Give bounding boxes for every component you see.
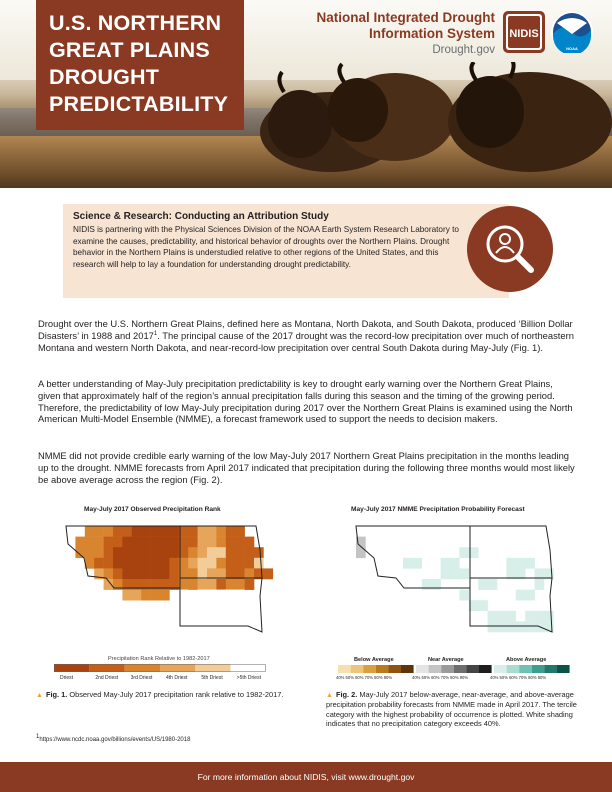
fig1-rank-cell <box>216 611 226 622</box>
fig2-probability-cell <box>506 558 516 569</box>
fig2-caption-text: May-July 2017 below-average, near-average, and above-average precipitation probability forecasts from NMME made in April 2017. The tercile category with the highest probability of occurrence is plotted. White shading indicates that no precipitation category exceeds 40%. <box>326 690 577 729</box>
fig1-legend-swatch <box>54 664 89 672</box>
fig1-rank-cell <box>226 590 236 601</box>
fig1-rank-cell <box>132 558 142 569</box>
fig2-legend-near-swatch <box>441 665 454 673</box>
fig2-probability-cell <box>525 590 535 601</box>
fig1-rank-cell <box>85 526 95 537</box>
fig2-caption-label: Fig. 2. <box>335 690 358 699</box>
fig1-rank-cell <box>245 600 255 611</box>
fig1-rank-cell <box>122 526 132 537</box>
org-block <box>300 10 495 58</box>
fig1-rank-cell <box>122 590 132 601</box>
fig2-probability-cell <box>478 579 488 590</box>
fig1-rank-cell <box>75 537 85 548</box>
fig1-rank-cell <box>207 537 217 548</box>
fig1-rank-cell <box>94 558 104 569</box>
fig1-rank-cell <box>160 526 170 537</box>
fig2-probability-cell <box>516 558 526 569</box>
fig1-rank-cell <box>245 579 255 590</box>
science-callout <box>63 204 509 298</box>
fig1-legend-label: >5th Driest <box>236 675 261 681</box>
fig2-probability-cell <box>516 590 526 601</box>
fig1-caption <box>36 690 294 700</box>
fig1-rank-cell <box>169 558 179 569</box>
fig1-rank-cell <box>226 526 236 537</box>
fig1-rank-cell <box>245 611 255 622</box>
fig2-legend-above-swatch <box>544 665 557 673</box>
fig2-caption <box>326 690 586 729</box>
fig1-rank-cell <box>94 537 104 548</box>
fig1-legend-label: Driest <box>60 675 74 681</box>
fig1-rank-cell <box>235 526 245 537</box>
fig1-rank-cell <box>113 558 123 569</box>
fig2-probability-cells <box>356 537 554 633</box>
fig1-rank-cell <box>226 547 236 558</box>
fig1-legend-bar <box>54 664 266 672</box>
fig1-rank-cell <box>226 558 236 569</box>
science-heading: Science & Research: Conducting an Attribution Study <box>73 211 329 222</box>
fig1-rank-cell <box>235 537 245 548</box>
fig1-rank-cell <box>160 547 170 558</box>
fig2-near-label: Near Average <box>428 657 464 663</box>
fig1-rank-cell <box>141 568 151 579</box>
fig2-probability-cell <box>497 621 507 632</box>
fig2-probability-cell <box>403 558 413 569</box>
title-box <box>36 0 244 130</box>
fig1-legend-label: 2nd Driest <box>95 675 119 681</box>
fig2-legend-above-swatch <box>557 665 570 673</box>
fig2-probability-cell <box>525 621 535 632</box>
fig1-rank-cell <box>207 621 217 632</box>
fig1-rank-cell <box>207 611 217 622</box>
fig2-legend-below-swatch <box>376 665 389 673</box>
fig1-rank-cell <box>226 611 236 622</box>
fig1-rank-cell <box>226 579 236 590</box>
fig1-rank-cell <box>141 547 151 558</box>
org-name-line1: National Integrated Drought <box>316 10 495 25</box>
fig2-above-ticks: 40% 50% 60% 70% 80% 90% <box>490 675 547 680</box>
fig2-probability-cell <box>441 558 451 569</box>
fig1-rank-cell <box>198 590 208 601</box>
fig1-rank-cell <box>151 558 161 569</box>
fig1-rank-cell <box>160 558 170 569</box>
fig1-rank-cell <box>198 547 208 558</box>
fig1-rank-cell <box>132 590 142 601</box>
fig1-title: May-July 2017 Observed Precipitation Rank <box>84 506 221 513</box>
fig1-rank-cell <box>263 568 273 579</box>
fig1-rank-cell <box>132 547 142 558</box>
fig2-probability-cell <box>525 611 535 622</box>
fig2-title: May-July 2017 NMME Precipitation Probability Forecast <box>351 506 525 513</box>
caption-triangle-icon: ▲ <box>36 692 43 699</box>
fig2-legend-above-swatch <box>532 665 545 673</box>
fig1-rank-cell <box>141 526 151 537</box>
fig2-probability-cell <box>441 568 451 579</box>
fig1-rank-cell <box>132 568 142 579</box>
fig2-legend-below-swatch <box>401 665 414 673</box>
body-paragraph-3: NMME did not provide credible early warning of the low May-July 2017 Northern Great Plains precipitation in the months leading up to the drought. NMME forecasts from April 2017 indicated that precipitation during the following three months would most likely be above average across the region (Fig. 2). <box>38 450 575 485</box>
fig1-rank-cell <box>254 600 264 611</box>
fig2-legend-near-swatch <box>429 665 442 673</box>
fig1-legend-title: Precipitation Rank Relative to 1982-2017 <box>108 656 210 662</box>
fig2-legend-near-swatch <box>416 665 429 673</box>
fig1-rank-cell <box>207 600 217 611</box>
fig1-rank-cell <box>113 537 123 548</box>
science-icon-badge <box>467 206 553 292</box>
fig2-probability-cell <box>516 621 526 632</box>
fig1-rank-cell <box>188 526 198 537</box>
fig1-rank-cell <box>245 537 255 548</box>
fig1-rank-cell <box>207 579 217 590</box>
caption-triangle-icon: ▲ <box>326 692 333 699</box>
fig1-rank-cell <box>122 558 132 569</box>
fig2-legend-above-swatch <box>494 665 507 673</box>
fig2-probability-cell <box>488 579 498 590</box>
fig1-rank-cell <box>188 579 198 590</box>
footnote-link[interactable]: https://www.ncdc.noaa.gov/billions/events/US/1980-2018 <box>39 737 191 743</box>
footer-text[interactable]: For more information about NIDIS, visit www.drought.gov <box>197 772 415 782</box>
fig1-rank-cell <box>235 590 245 601</box>
fig1-legend-label: 3rd Driest <box>130 675 153 681</box>
fig1-rank-cell <box>160 537 170 548</box>
fig1-rank-cell <box>141 558 151 569</box>
fig2-probability-cell <box>459 590 469 601</box>
fig2-probability-cell <box>459 547 469 558</box>
fig1-rank-cell <box>254 611 264 622</box>
fig1-rank-cell <box>188 600 198 611</box>
fig2-legend-above-swatch <box>507 665 520 673</box>
fig1-rank-cell <box>198 579 208 590</box>
fig1-rank-cell <box>188 558 198 569</box>
fig1-legend-swatch <box>195 664 230 672</box>
fig1-rank-cell <box>216 579 226 590</box>
fig2-probability-cell <box>450 558 460 569</box>
fig1-rank-cell <box>235 600 245 611</box>
fig2-probability-cell <box>506 621 516 632</box>
fig1-rank-cell <box>94 547 104 558</box>
fig1-rank-cell <box>216 590 226 601</box>
fig1-rank-cell <box>104 537 114 548</box>
fig2-below-label: Below Average <box>354 657 394 663</box>
fig1-rank-cell <box>198 558 208 569</box>
fig1-rank-cell <box>151 547 161 558</box>
fig1-rank-cell <box>85 547 95 558</box>
fig1-rank-cell <box>245 558 255 569</box>
fig1-rank-cell <box>169 526 179 537</box>
fig1-rank-cell <box>113 547 123 558</box>
fig1-rank-cell <box>104 558 114 569</box>
fig1-rank-cell <box>216 547 226 558</box>
fig2-probability-cell <box>478 600 488 611</box>
fig2-probability-cell <box>412 558 422 569</box>
fig1-rank-cell <box>104 526 114 537</box>
fig2-legend-below-swatch <box>338 665 351 673</box>
fig1-rank-cell <box>245 547 255 558</box>
fig1-rank-cell <box>226 600 236 611</box>
fig1-rank-cell <box>169 537 179 548</box>
fig1-rank-cell <box>151 568 161 579</box>
fig1-rank-cell <box>263 621 273 632</box>
fig1-rank-cell <box>207 590 217 601</box>
fig1-rank-cell <box>160 590 170 601</box>
fig2-probability-cell <box>506 611 516 622</box>
footer-bar <box>0 762 612 792</box>
fig1-rank-cell <box>235 558 245 569</box>
fig1-rank-cell <box>207 547 217 558</box>
fig1-rank-cell <box>188 537 198 548</box>
fig1-legend-label: 5th Driest <box>201 675 223 681</box>
body-paragraph-1 <box>38 318 576 353</box>
fig1-rank-cell <box>235 579 245 590</box>
fig2-probability-cell <box>488 611 498 622</box>
fig1-rank-cell <box>235 547 245 558</box>
fig1-rank-cell <box>141 590 151 601</box>
fig1-rank-cell <box>216 621 226 632</box>
fig1-rank-cell <box>188 547 198 558</box>
fig2-probability-cell <box>497 611 507 622</box>
fig2-legend-near-swatch <box>479 665 492 673</box>
fig2-probability-cell <box>544 611 554 622</box>
fig2-legend-below-swatch <box>388 665 401 673</box>
fig2-legend-near-swatch <box>466 665 479 673</box>
fig2-probability-cell <box>450 568 460 579</box>
fig1-rank-cell <box>216 558 226 569</box>
fig2-map <box>338 516 574 648</box>
fig1-rank-cell <box>75 547 85 558</box>
fig1-rank-cell <box>254 547 264 558</box>
body-p1-tail: . The principal cause of the 2017 drought was the record-low precipitation over much of northeastern Montana and western North Dakota, and near-record-low precipitation over central South Dakota during May-July (Fig. 1). <box>38 329 574 353</box>
org-name-line2: Information System <box>368 26 495 41</box>
fig1-legend-swatch <box>125 664 160 672</box>
fig1-rank-cell <box>198 621 208 632</box>
fig1-rank-cell <box>207 526 217 537</box>
fig2-legend-below-swatch <box>363 665 376 673</box>
nidis-logo-text: NIDIS <box>509 28 539 40</box>
bison-illustration <box>240 62 612 188</box>
fig1-caption-text: Observed May-July 2017 precipitation rank relative to 1982-2017. <box>69 690 284 699</box>
fig1-rank-cell <box>235 621 245 632</box>
fig1-rank-cell <box>169 568 179 579</box>
fig1-rank-cell <box>226 621 236 632</box>
org-url[interactable]: Drought.gov <box>432 44 495 56</box>
noaa-logo-text: NOAA <box>566 46 578 51</box>
fig2-probability-cell <box>459 568 469 579</box>
fig1-caption-label: Fig. 1. <box>45 690 68 699</box>
fig2-above-label: Above Average <box>506 657 547 663</box>
fig1-rank-cell <box>254 558 264 569</box>
fig1-rank-cell <box>198 611 208 622</box>
fig2-near-ticks: 40% 50% 60% 70% 80% 90% <box>412 675 469 680</box>
fig2-probability-cell <box>535 611 545 622</box>
fig1-rank-cell <box>216 526 226 537</box>
page-title: U.S. NORTHERN GREAT PLAINS DROUGHT PREDICTABILITY <box>49 11 229 116</box>
fig2-legend-bars <box>338 665 578 673</box>
nidis-logo <box>503 11 545 53</box>
body-paragraph-2: A better understanding of May-July precipitation predictability is key to drought early warning over the Northern Great Plains, given that approximately half of the region’s annual precipitation falls during this season and the timing of the growing period. Therefore, the predictability of low May-July precipitation during 2017 over the Northern Great Plains is examined using the North American Multi-Model Ensemble (NMME), a forecast framework used to support the needs to decision makers. <box>38 378 573 425</box>
fig1-rank-cell <box>113 526 123 537</box>
fig1-rank-cell <box>151 537 161 548</box>
fig2-probability-cell <box>535 579 545 590</box>
fig1-legend-swatch <box>160 664 195 672</box>
fig1-rank-cell <box>216 537 226 548</box>
magnifier-person-icon <box>467 206 553 292</box>
fig1-rank-cell <box>198 537 208 548</box>
fig2-legend-above-swatch <box>519 665 532 673</box>
fig1-rank-cell <box>207 558 217 569</box>
footnote-ref: 1 <box>153 330 158 337</box>
fig1-legend-label: 4th Driest <box>166 675 188 681</box>
fig1-rank-cell <box>226 537 236 548</box>
fig1-rank-cell <box>151 590 161 601</box>
fig1-rank-cell <box>113 568 123 579</box>
fig1-legend-swatch <box>231 664 266 672</box>
fig1-rank-cell <box>198 526 208 537</box>
footnote-marker: 1 <box>36 734 40 740</box>
fig1-rank-cell <box>122 568 132 579</box>
fig1-legend-swatch <box>89 664 124 672</box>
fig1-rank-cell <box>94 526 104 537</box>
fig2-legend-below-swatch <box>351 665 364 673</box>
fig1-map <box>44 516 280 648</box>
fig1-rank-cell <box>132 526 142 537</box>
fig1-rank-cell <box>85 537 95 548</box>
fig1-rank-cell <box>104 547 114 558</box>
fig1-rank-cell <box>122 537 132 548</box>
fig1-rank-cell <box>122 547 132 558</box>
fig1-rank-cell <box>151 526 161 537</box>
fig2-legend-near-swatch <box>454 665 467 673</box>
fig2-below-ticks: 40% 50% 60% 70% 80% 90% <box>336 675 393 680</box>
noaa-logo <box>551 11 593 53</box>
footnote <box>36 734 191 743</box>
fig1-rank-cell <box>160 568 170 579</box>
fig1-rank-cells <box>75 526 273 632</box>
fig1-rank-cell <box>188 611 198 622</box>
fig1-rank-cell <box>132 537 142 548</box>
fig1-rank-cell <box>188 621 198 632</box>
science-text: NIDIS is partnering with the Physical Sciences Division of the NOAA Earth System Research Laboratory to examine the causes, predictability, and historical behavior of droughts over the Northern Plains. Drought behavior in the Northern Plains is understudied relative to other regions of the United States, and this research will help to lay a foundation for understanding drought predictability. <box>73 225 459 269</box>
fig2-probability-cell <box>488 621 498 632</box>
fig1-rank-cell <box>169 547 179 558</box>
fig2-probability-cell <box>525 558 535 569</box>
body-p1-text: Drought over the U.S. Northern Great Plains, defined here as Montana, North Dakota, and South Dakota, produced ‘Billion Dollar Disasters’ in 1988 and 2017 <box>38 318 573 341</box>
fig1-rank-cell <box>141 537 151 548</box>
